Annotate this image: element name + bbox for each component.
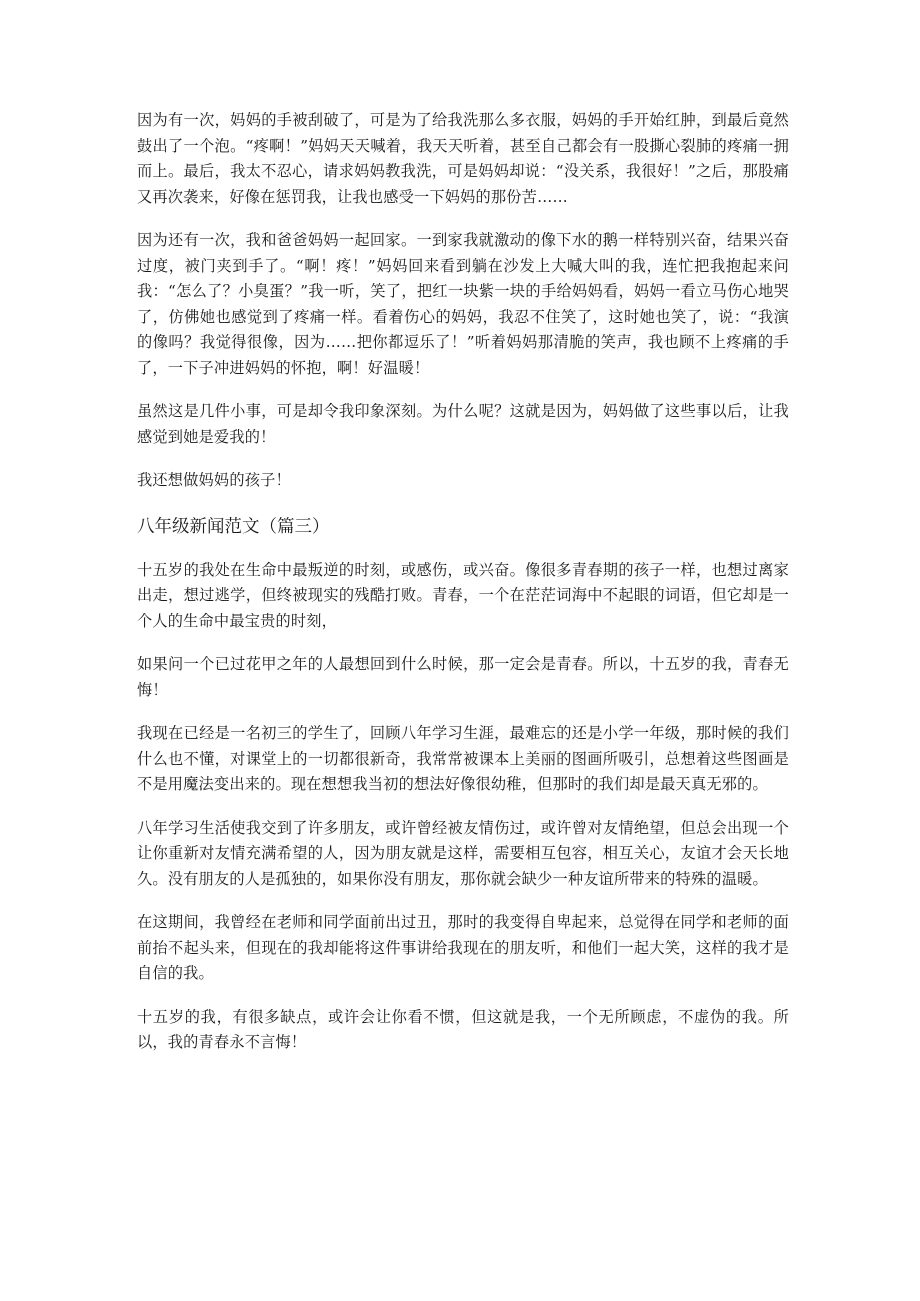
- paragraph: 如果问一个已过花甲之年的人最想回到什么时候，那一定会是青春。所以，十五岁的我，青春无悔！: [137, 655, 789, 699]
- paragraph: 因为还有一次，我和爸爸妈妈一起回家。一到家我就激动的像下水的鹅一样特别兴奋，结果兴奋过度，被门夹到手了。“啊！疼！”妈妈回来看到躺在沙发上大喊大叫的我，连忙把我抱起来问我：“怎么了？小臭蛋？”我一听，笑了，把红一块紫一块的手给妈妈看，妈妈一看立马伤心地哭了，仿佛她也感觉到了疼痛一样。看着伤心的妈妈，我忍不住笑了，这时她也笑了，说：“我演的像吗？我觉得很像，因为……把你都逗乐了！”听着妈妈那清脆的笑声，我也顾不上疼痛的手了，一下子冲进妈妈的怀抱，啊！好温暖！: [137, 231, 789, 377]
- paragraph: 十五岁的我，有很多缺点，或许会让你看不惯，但这就是我，一个无所顾虑，不虚伪的我。所以，我的青春永不言悔！: [137, 1007, 789, 1051]
- paragraph: 八年学习生活使我交到了许多朋友，或许曾经被友情伤过，或许曾对友情绝望，但总会出现一个让你重新对友情充满希望的人，因为朋友就是这样，需要相互包容，相互关心，友谊才会天长地久。没有朋友的人是孤独的，如果你没有朋友，那你就会缺少一种友谊所带来的特殊的温暖。: [137, 818, 789, 888]
- paragraph: 在这期间，我曾经在老师和同学面前出过丑，那时的我变得自卑起来，总觉得在同学和老师的面前抬不起头来，但现在的我却能将这件事讲给我现在的朋友听，和他们一起大笑，这样的我才是自信的我。: [137, 913, 789, 982]
- document-page: [137, 108, 789, 1074]
- paragraph: 我现在已经是一名初三的学生了，回顾八年学习生涯，最难忘的还是小学一年级，那时候的我们什么也不懂，对课堂上的一切都很新奇，我常常被课本上美丽的图画所吸引，总想着这些图画是不是用魔法变出来的。现在想想我当初的想法好像很幼稚，但那时的我们却是最天真无邪的。: [137, 724, 789, 793]
- section-heading: 八年级新闻范文（篇三）: [137, 516, 330, 537]
- paragraph: 十五岁的我处在生命中最叛逆的时刻，或感伤，或兴奋。像很多青春期的孩子一样，也想过离家出走，想过逃学，但终被现实的残酷打败。青春，一个在茫茫词海中不起眼的词语，但它却是一个人的生命中最宝贵的时刻，: [137, 560, 789, 630]
- paragraph: 我还想做妈妈的孩子！: [137, 471, 291, 489]
- paragraph: 虽然这是几件小事，可是却令我印象深刻。为什么呢？这就是因为，妈妈做了这些事以后，让我感觉到她是爱我的！: [137, 402, 789, 446]
- paragraph: 因为有一次，妈妈的手被刮破了，可是为了给我洗那么多衣服，妈妈的手开始红肿，到最后竟然鼓出了一个泡。“疼啊！”妈妈天天喊着，我天天听着，甚至自己都会有一股撕心裂肺的疼痛一拥而上。最后，我太不忍心，请求妈妈教我洗，可是妈妈却说：“没关系，我很好！”之后，那股痛又再次袭来，好像在惩罚我，让我也感受一下妈妈的那份苦……: [137, 111, 789, 206]
